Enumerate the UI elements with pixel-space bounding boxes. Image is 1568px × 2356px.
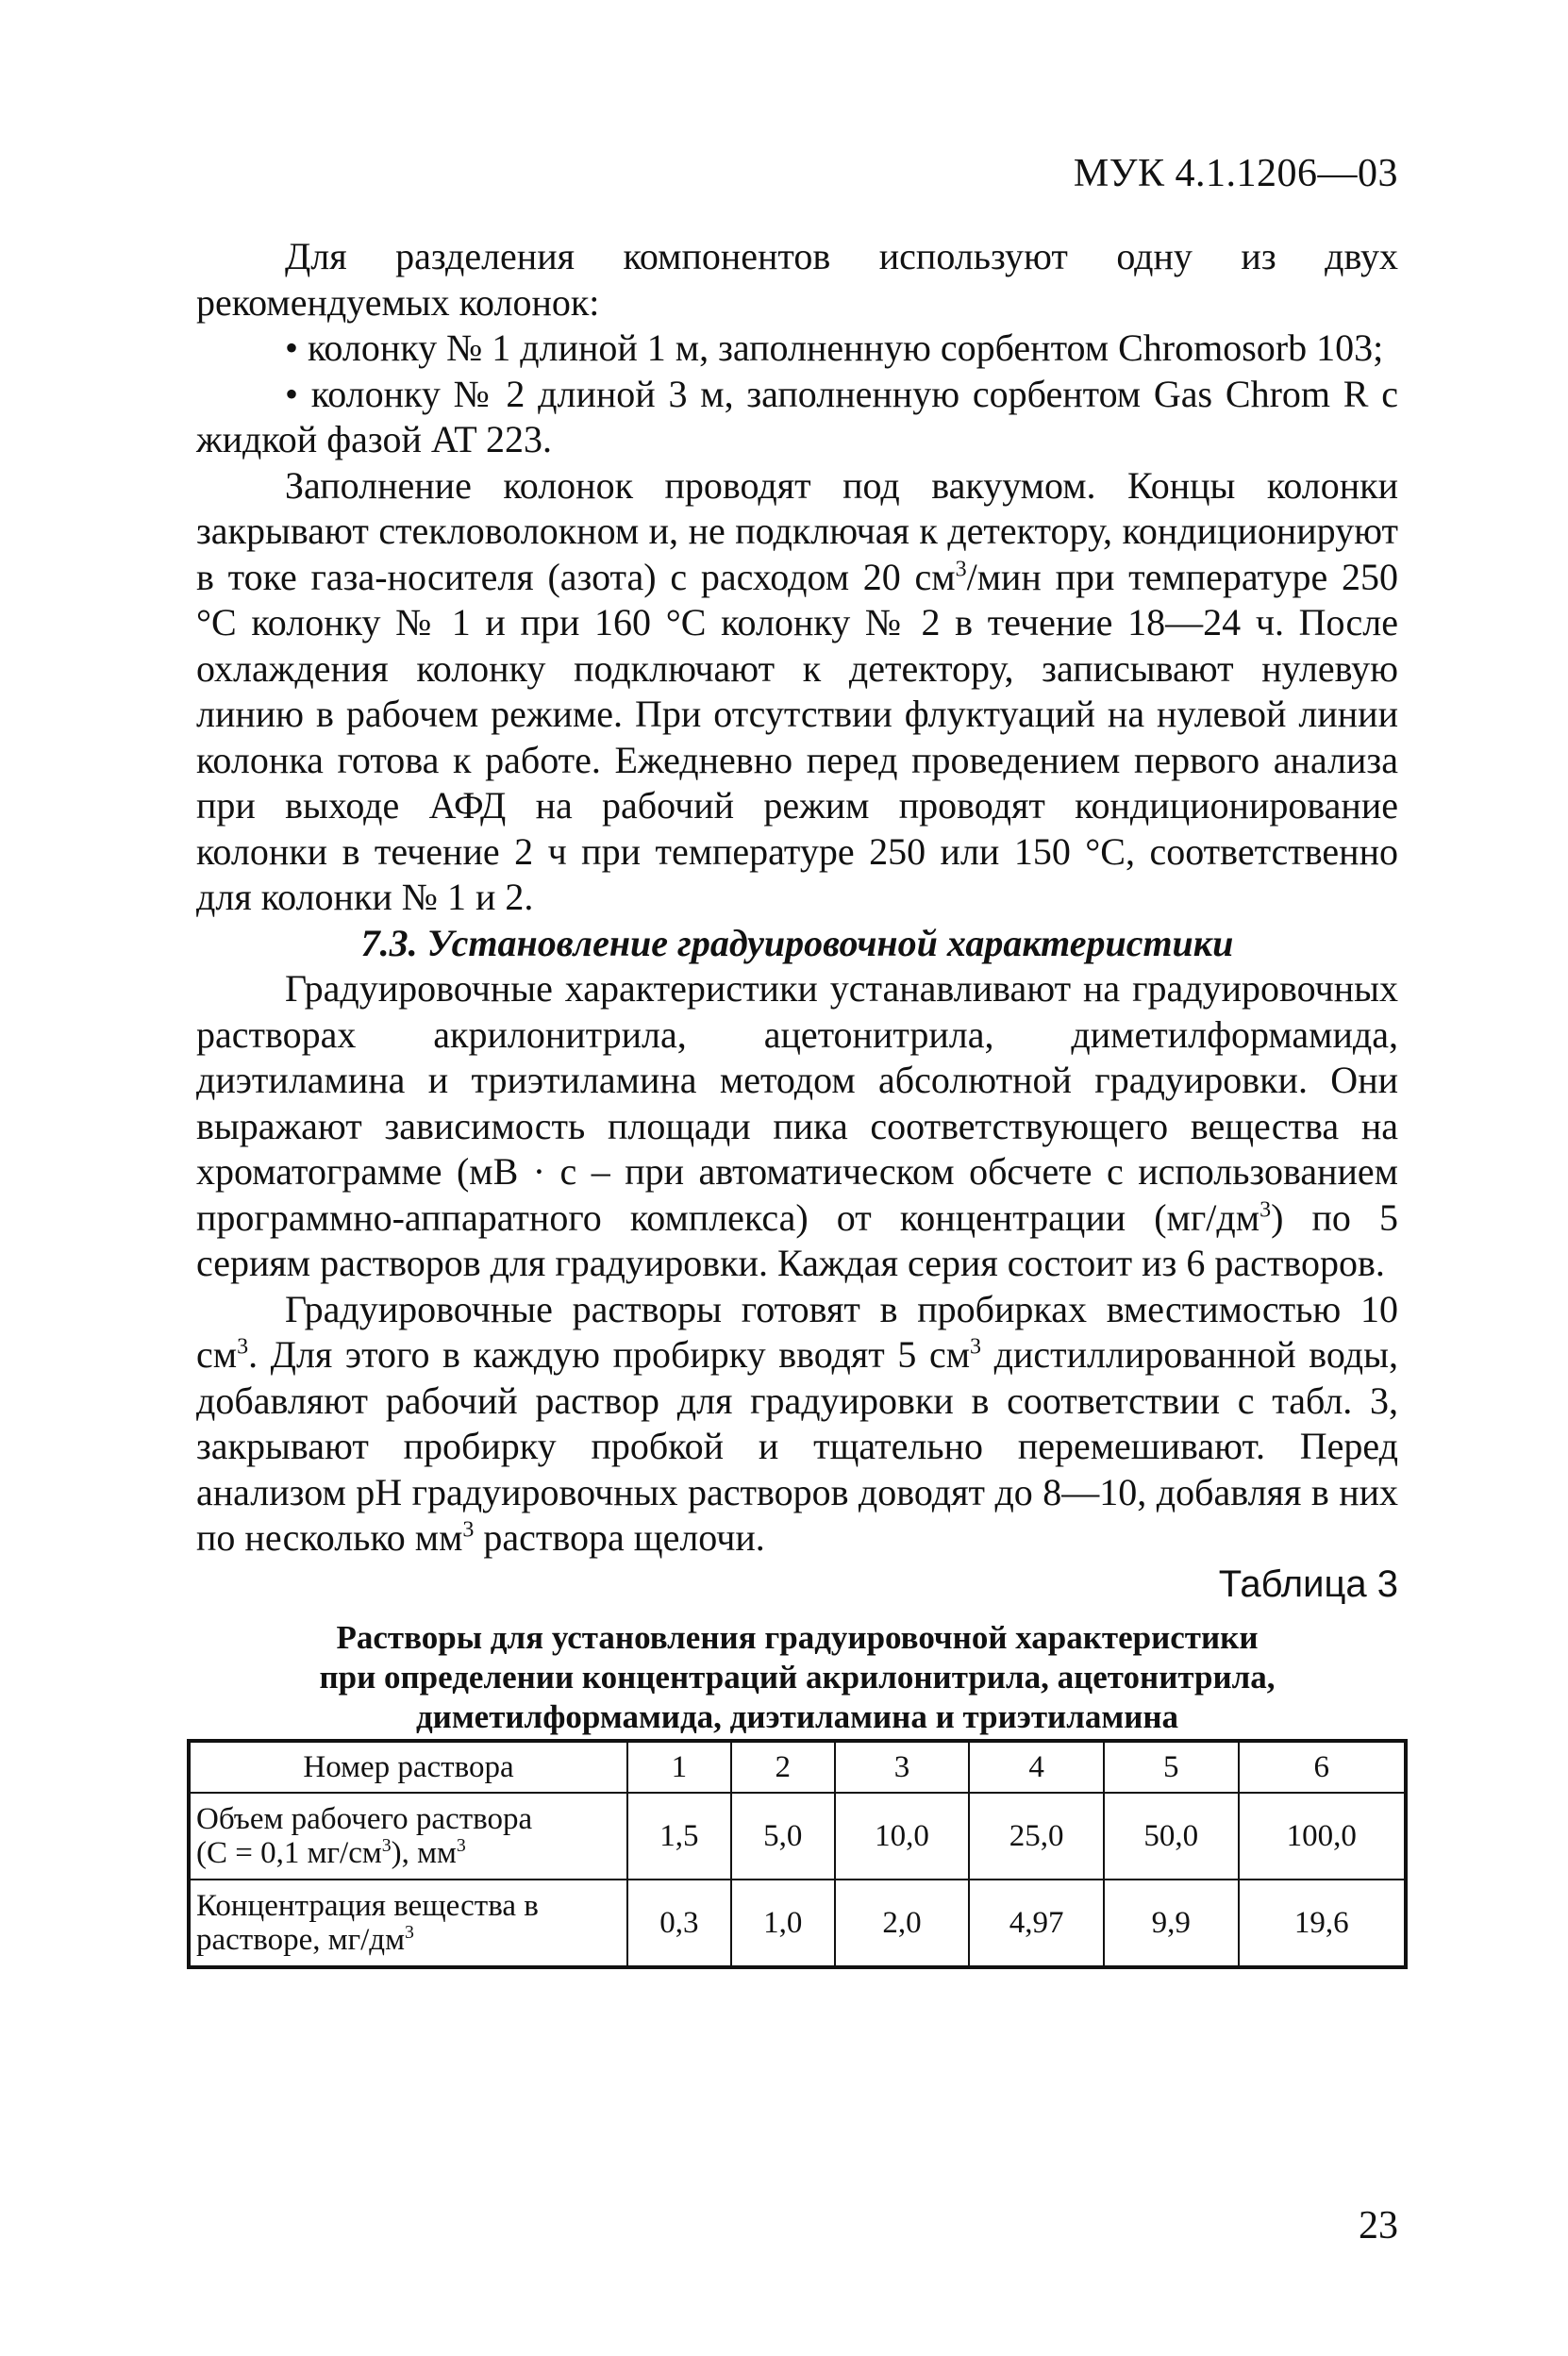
table-cell: 9,9 (1104, 1880, 1239, 1967)
bullet-column-2: • колонку № 2 длиной 3 м, заполненную сорбентом Gas Chrom R с жидкой фазой AT 223. (196, 372, 1398, 460)
table-header-cell: 3 (835, 1741, 970, 1793)
table-caption (196, 1618, 1398, 1737)
table-row-label: Концентрация вещества в растворе, $мг/дм^3$ (189, 1880, 627, 1967)
paragraph-column-conditioning: Заполнение колонок проводят под вакуумом. Концы колонки закрывают стекловолокном и, не подключая к детектору, кондиционируют в токе газа-носителя (азота) с расходом 20 $см^3$/мин при температуре 250 °С колонку № 1 и при 160 °С колонку № 2 в течение 18—24 ч. После охлаждения колонку подключают к детектору, записывают нулевую линию в рабочем режиме. При отсутствии флуктуаций на нулевой линии колонка готова к работе. Ежедневно перед проведением первого анализа при выходе АФД на рабочий режим проводят кондиционирование колонки в течение 2 ч при температуре 250 или 150 °С, соответственно для колонки № 1 и 2. (196, 463, 1398, 918)
table-caption-line: при определении концентраций акрилонитрила, ацетонитрила, (319, 1659, 1276, 1696)
table-cell: 1,0 (731, 1880, 835, 1967)
table-header-cell: 4 (969, 1741, 1104, 1793)
table-cell: 10,0 (835, 1793, 970, 1880)
paragraph-calibration-solutions: Градуировочные растворы готовят в пробирках вместимостью 10 $см^3$. Для этого в каждую пробирку вводят 5 $см^3$ дистиллированной воды, добавляют рабочий раствор для градуировки в соответствии с табл. 3, закрывают пробирку пробкой и тщательно перемешивают. Перед анализом рН градуировочных растворов доводят до 8—10, добавляя в них по несколько $мм^3$ раствора щелочи. (196, 1287, 1398, 1559)
table-cell: 4,97 (969, 1880, 1104, 1967)
table-header-cell: 5 (1104, 1741, 1239, 1793)
paragraph-columns-intro: Для разделения компонентов используют одну из двух рекомендуемых колонок: (196, 235, 1398, 324)
bullet-column-1: • колонку № 1 длиной 1 м, заполненную сорбентом Chromosorb 103; (285, 326, 1384, 369)
table-cell: 0,3 (627, 1880, 731, 1967)
table-label: Таблица 3 (1218, 1562, 1398, 1605)
table-header-row (189, 1741, 1406, 1793)
paragraph-calibration-characteristics: Градуировочные характеристики устанавливают на градуировочных растворах акрилонитрила, ацетонитрила, диметилформамида, диэтиламина и триэтиламина методом абсолютной градуировки. Они выражают зависимость площади пика соответствующего вещества на хроматограмме (мВ · с – при автоматическом обсчете с использованием программно-аппаратного комплекса) от концентрации $(мг/дм^3)$ по 5 сериям растворов для градуировки. Каждая серия состоит из 6 растворов. (196, 967, 1398, 1284)
table-caption-line: Растворы для установления градуировочной характеристики (336, 1619, 1259, 1656)
table-cell: 50,0 (1104, 1793, 1239, 1880)
table-row-label: Объем рабочего раствора (С = 0,1 $мг/см^3$), $мм^3$ (189, 1793, 627, 1880)
table-cell: 1,5 (627, 1793, 731, 1880)
document-body (196, 234, 1398, 1737)
calibration-table (187, 1739, 1408, 1969)
table-caption-line: диметилформамида, диэтиламина и триэтиламина (415, 1698, 1179, 1735)
table-header-cell: 1 (627, 1741, 731, 1793)
table-cell: 2,0 (835, 1880, 970, 1967)
table-cell: 5,0 (731, 1793, 835, 1880)
table-cell: 19,6 (1239, 1880, 1406, 1967)
table-header-cell: 2 (731, 1741, 835, 1793)
table-row (189, 1880, 1406, 1967)
document-id-header: МУК 4.1.1206—03 (1073, 152, 1398, 195)
table-cell: 100,0 (1239, 1793, 1406, 1880)
table-header-cell: 6 (1239, 1741, 1406, 1793)
table-header-label: Номер раствора (189, 1741, 627, 1793)
table-cell: 25,0 (969, 1793, 1104, 1880)
section-title: 7.3. Установление градуировочной характеристики (360, 921, 1234, 964)
table-row (189, 1793, 1406, 1880)
page-number: 23 (1359, 2204, 1398, 2247)
